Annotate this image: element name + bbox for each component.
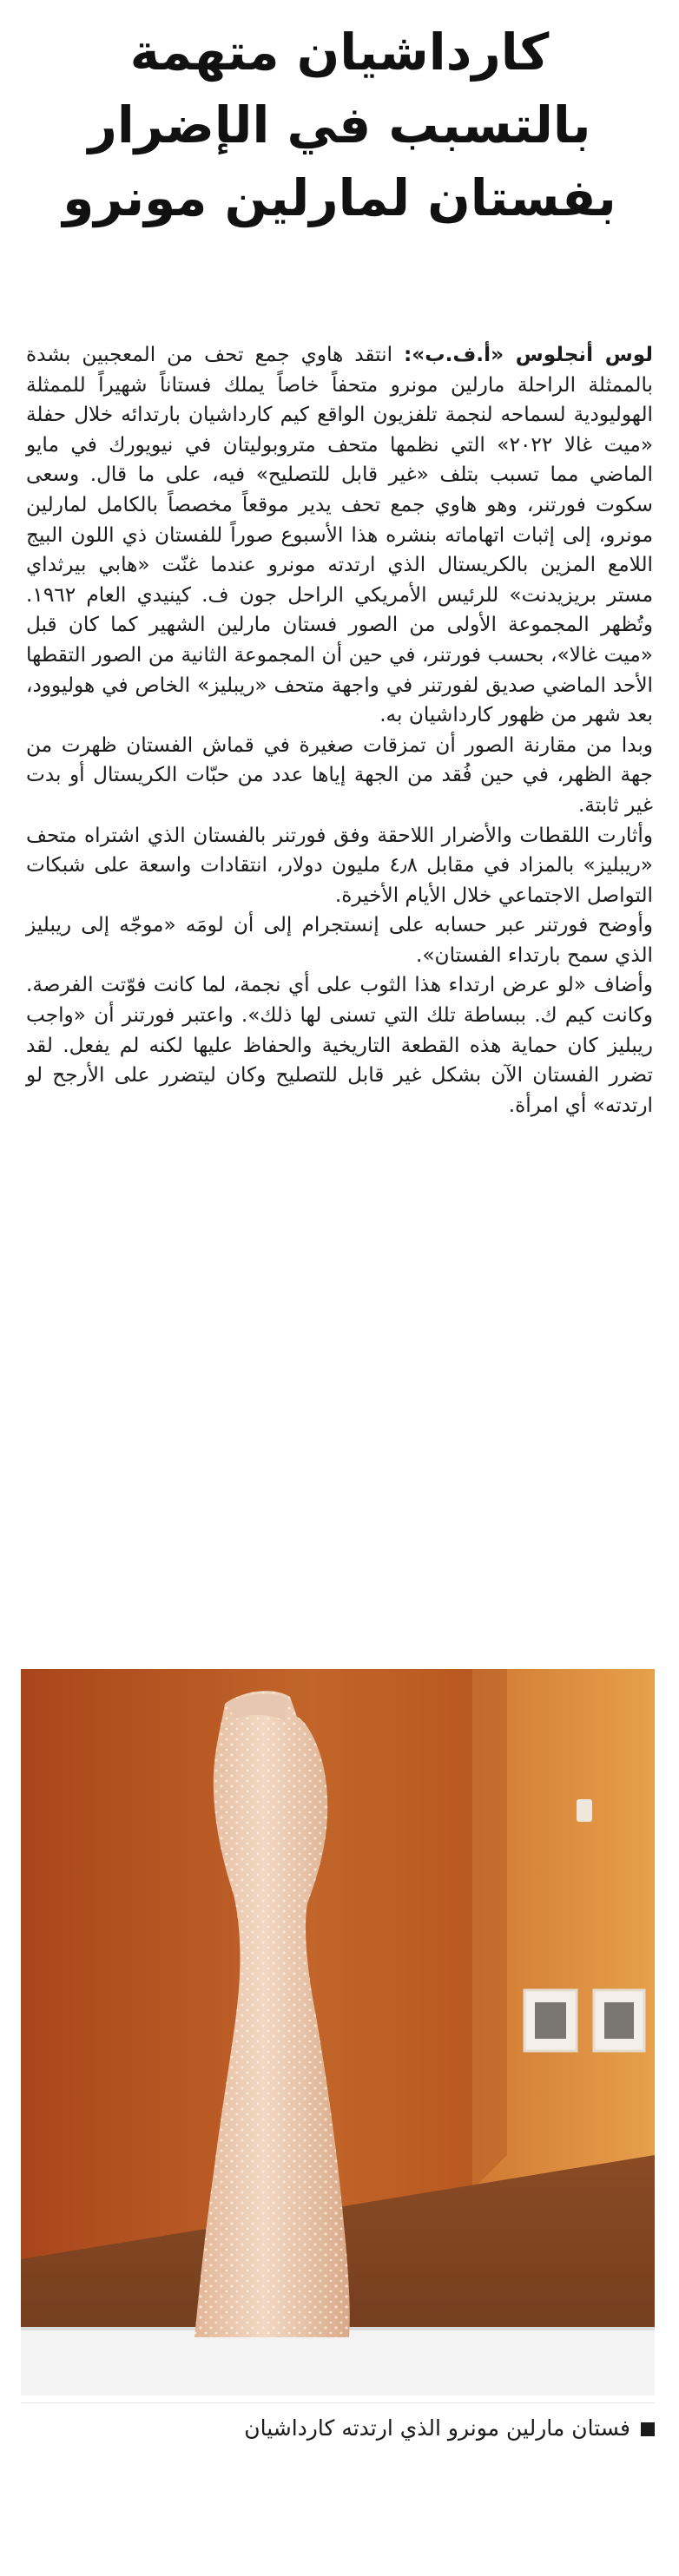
caption-text: فستان مارلين مونرو الذي ارتدته كارداشيان	[244, 2415, 630, 2441]
headline-line-3: بفستان لمارلين مونرو	[63, 168, 616, 227]
headline-line-1: كارداشيان متهمة	[129, 23, 550, 82]
headline	[17, 16, 662, 234]
article-paragraph-4: وأوضح فورتنر عبر حسابه على إنستجرام إلى أن لومَه «موجّه إلى ريبليز الذي سمح بارتداء الفستان».	[26, 913, 653, 967]
caption-divider	[21, 2402, 655, 2403]
dateline: لوس أنجلوس «أ.ف.ب»:	[404, 343, 654, 366]
article-body	[26, 340, 653, 1120]
dress-illustration	[21, 1669, 655, 2395]
article-paragraph-3: وأثارت اللقطات والأضرار اللاحقة وفق فورتنر بالفستان الذي اشتراه متحف «ريبليز» بالمزاد في مقابل ٤٫٨ مليون دولار، انتقادات واسعة على شبكات التواصل الاجتماعي خلال الأيام الأخيرة.	[26, 823, 653, 907]
caption-bullet-icon	[641, 2422, 655, 2436]
article-paragraph-5: وأضاف «لو عرض ارتداء هذا الثوب على أي نجمة، لما كانت فوّتت الفرصة. وكانت كيم ك. ببساطة تلك التي تسنى لها ذلك». واعتبر فورتنر أن «واجب ريبليز كان حماية هذه القطعة التاريخية والحفاظ عليها لكنه لم يفعل. لقد تضرر الفستان الآن بشكل غير قابل للتصليح وكان ليتضرر على الأرجح لو ارتدته» أي امرأة.	[26, 973, 653, 1117]
headline-line-2: بالتسبب في الإضرار	[88, 95, 591, 154]
article-paragraph-1	[26, 340, 653, 731]
article-paragraph-2: وبدا من مقارنة الصور أن تمزقات صغيرة في قماش الفستان ظهرت من جهة الظهر، في حين فُقد من الجهة إياها عدد من حبّات الكريستال أو بدت غير ثابتة.	[26, 733, 653, 817]
photo-caption	[21, 2411, 655, 2446]
paragraph-text: انتقد هاوي جمع تحف من المعجبين بشدة بالممثلة الراحلة مارلين مونرو متحفاً خاصاً يملك فستاناً شهيراً للممثلة الهوليودية لسماحه لنجمة تلفزيون الواقع كيم كارداشيان بارتدائه خلال حفلة «ميت غالا ٢٠٢٢» التي نظمها متحف متروبوليتان في نيويورك في مايو الماضي مما تسبب بتلف «غير قابل للتصليح» فيه، على ما قال. وسعى سكوت فورتنر، وهو هاوي جمع تحف يدير موقعاً مخصصاً بالكامل لمارلين مونرو، إلى إثبات اتهاماته بنشره هذا الأسبوع صوراً للفستان ذي اللون البيج اللامع المزين بالكريستال الذي ارتدته مونرو عندما غنّت «هابي بيرثداي مستر بريزيدنت» للرئيس الأمريكي الراحل جون ف. كينيدي العام ١٩٦٢. وتُظهر المجموعة الأولى من الصور فستان مارلين الشهير كما كان قبل «ميت غالا»، بحسب فورتنر، في حين أن المجموعة الثانية من الصور التقطها الأحد الماضي صديق لفورتنر في واجهة متحف «ريبليز» الخاص في هوليوود، بعد شهر من ظهور كارداشيان به.	[26, 343, 654, 727]
dress-photo	[21, 1669, 655, 2395]
